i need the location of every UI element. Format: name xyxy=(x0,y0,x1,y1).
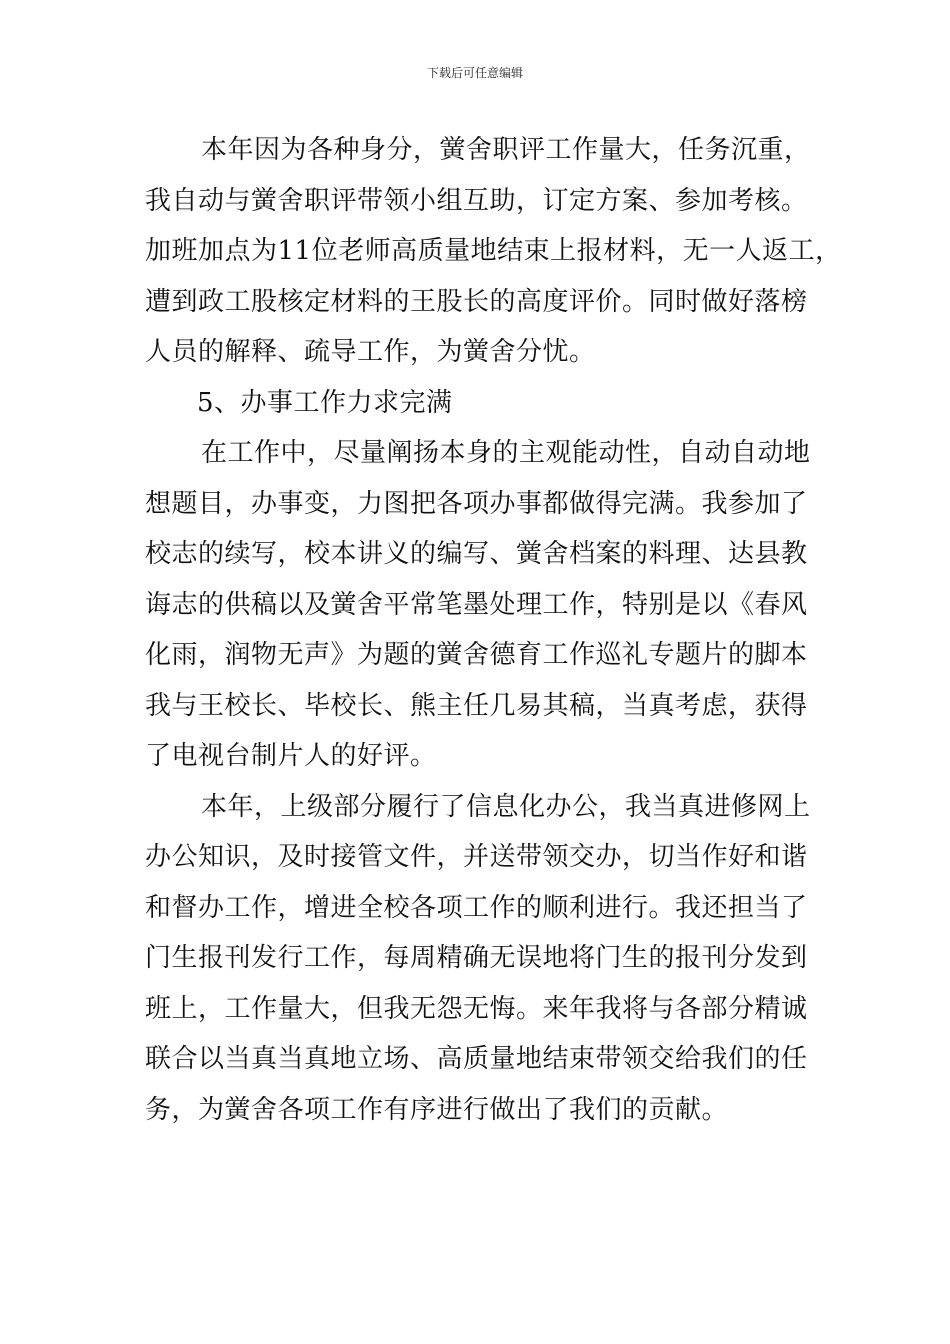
text-line: 门生报刊发行工作，每周精确无误地将门生的报刊分发到 xyxy=(145,943,808,973)
text-line: 联合以当真当真地立场、高质量地结束带领交给我们的任 xyxy=(145,1044,808,1074)
text-line: 我自动与黉舍职评带领小组互助，订定方案、参加考核。 xyxy=(145,185,808,216)
text-line: 人员的解释、疏导工作，为黉舍分忧。 xyxy=(145,337,596,367)
text-line: 本年，上级部分履行了信息化办公，我当真进修网上 xyxy=(201,791,811,822)
text-line: 和督办工作，增进全校各项工作的顺利进行。我还担当了 xyxy=(145,892,808,923)
text-line: 化雨，润物无声》为题的黉舍德育工作巡礼专题片的脚本 xyxy=(145,640,808,670)
text-line: 诲志的供稿以及黉舍平常笔墨处理工作，特别是以《春风 xyxy=(145,589,808,620)
text-line: 遭到政工股核定材料的王股长的高度评价。同时做好落榜 xyxy=(145,286,808,317)
section-heading: 5、办事工作力求完满 xyxy=(197,387,453,418)
text-line: 想题目，办事变，力图把各项办事都做得完满。我参加了 xyxy=(145,488,808,519)
text-line: 在工作中，尽量阐扬本身的主观能动性，自动自动地 xyxy=(201,438,811,468)
text-line: 加班加点为11位老师高质量地结束上报材料，无一人返工， xyxy=(145,236,842,266)
text-line: 办公知识，及时接管文件，并送带领交办，切当作好和谐 xyxy=(145,842,808,872)
text-line: 班上，工作量大，但我无怨无悔。来年我将与各部分精诚 xyxy=(145,993,808,1024)
text-line: 务，为黉舍各项工作有序进行做出了我们的贡献。 xyxy=(145,1094,729,1125)
document-body xyxy=(145,125,842,1135)
text-line: 本年因为各种身分，黉舍职评工作量大，任务沉重， xyxy=(201,135,811,165)
text-line: 校志的续写，校本讲义的编写、黉舍档案的料理、达县教 xyxy=(145,539,808,569)
text-line: 了电视台制片人的好评。 xyxy=(145,741,437,771)
page-header-note: 下载后可任意编辑 xyxy=(426,66,523,80)
text-line: 我与王校长、毕校长、熊主任几易其稿，当真考虑，获得 xyxy=(145,690,808,721)
